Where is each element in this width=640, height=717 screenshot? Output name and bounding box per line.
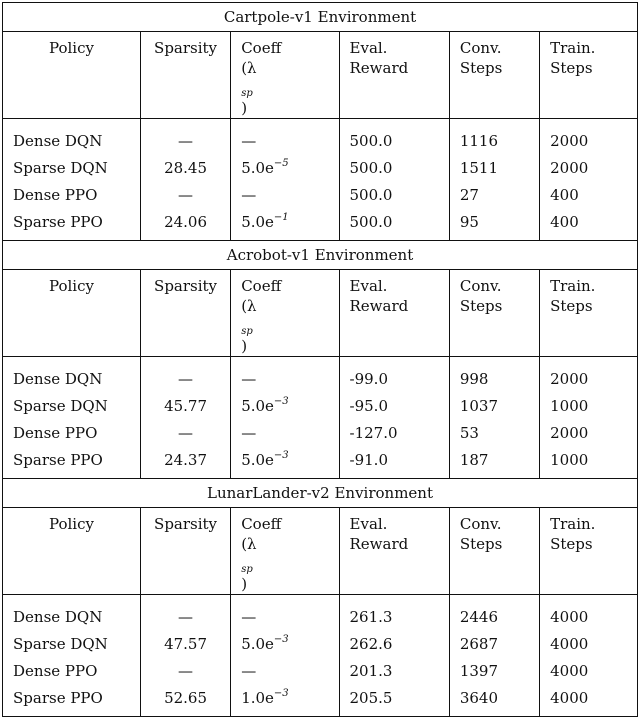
cell-conv-steps: 3640 [449, 685, 539, 716]
cell-eval-reward: 500.0 [339, 155, 449, 182]
header-sparsity: Sparsity [140, 270, 230, 357]
cell-eval-reward: 500.0 [339, 209, 449, 241]
cell-train-steps: 4000 [540, 658, 637, 685]
cell-eval-reward: 205.5 [339, 685, 449, 716]
column-header-row [3, 270, 637, 357]
table-row [3, 631, 637, 658]
cell-train-steps: 2000 [540, 155, 637, 182]
cell-train-steps: 2000 [540, 420, 637, 447]
cell-sparsity: — [140, 595, 230, 632]
cell-coeff: — [231, 420, 339, 447]
results-table [3, 3, 637, 716]
cell-conv-steps: 1511 [449, 155, 539, 182]
cell-policy: Sparse PPO [13, 451, 103, 469]
header-train-steps: Train. Steps [540, 508, 637, 595]
cell-train-steps: 400 [540, 209, 637, 241]
column-header-row [3, 32, 637, 119]
cell-policy: Dense PPO [13, 186, 98, 204]
cell-sparsity: — [140, 182, 230, 209]
cell-train-steps: 2000 [540, 357, 637, 394]
cell-eval-reward: -91.0 [339, 447, 449, 479]
cell-conv-steps: 95 [449, 209, 539, 241]
environment-title: Acrobot-v1 Environment [3, 241, 637, 270]
cell-train-steps: 4000 [540, 595, 637, 632]
cell-eval-reward: -127.0 [339, 420, 449, 447]
cell-sparsity: 45.77 [140, 393, 230, 420]
header-conv-steps: Conv. Steps [449, 270, 539, 357]
cell-coeff: — [231, 357, 339, 394]
cell-sparsity: — [140, 119, 230, 156]
cell-conv-steps: 1116 [449, 119, 539, 156]
cell-policy: Dense DQN [13, 370, 103, 388]
cell-policy: Dense PPO [13, 424, 98, 442]
cell-policy: Sparse PPO [13, 689, 103, 707]
cell-sparsity: 28.45 [140, 155, 230, 182]
cell-sparsity: 47.57 [140, 631, 230, 658]
table-row [3, 447, 637, 479]
cell-conv-steps: 53 [449, 420, 539, 447]
cell-train-steps: 2000 [540, 119, 637, 156]
environment-title: Cartpole-v1 Environment [223, 8, 417, 26]
results-table-frame [2, 2, 638, 717]
cell-sparsity: — [140, 658, 230, 685]
header-eval-reward: Eval. Reward [339, 508, 449, 595]
table-row [3, 182, 637, 209]
cell-policy: Sparse DQN [13, 397, 108, 415]
cell-coeff: — [231, 182, 339, 209]
cell-conv-steps: 2687 [449, 631, 539, 658]
cell-policy: Dense DQN [13, 132, 103, 150]
environment-title-row [3, 479, 637, 508]
header-train-steps: Train. Steps [540, 32, 637, 119]
cell-coeff: $5.0e^{-3}$ [231, 631, 339, 658]
table-row [3, 595, 637, 632]
table-body [3, 3, 637, 716]
cell-conv-steps: 27 [449, 182, 539, 209]
header-coeff: Coeff (λ $_{sp}$ ) [231, 32, 339, 119]
cell-eval-reward: 500.0 [339, 119, 449, 156]
environment-title: LunarLander-v2 Environment [3, 479, 637, 508]
cell-eval-reward: 500.0 [339, 182, 449, 209]
cell-coeff: $5.0e^{-1}$ [231, 209, 339, 241]
table-row [3, 357, 637, 394]
column-header-row [3, 508, 637, 595]
cell-conv-steps: 2446 [449, 595, 539, 632]
cell-coeff: $5.0e^{-3}$ [231, 447, 339, 479]
header-policy: Policy [3, 508, 140, 595]
cell-policy: Sparse DQN [13, 635, 108, 653]
cell-coeff: — [231, 119, 339, 156]
header-coeff: Coeff (λ $_{sp}$ ) [231, 508, 339, 595]
cell-sparsity: 52.65 [140, 685, 230, 716]
cell-train-steps: 4000 [540, 685, 637, 716]
cell-train-steps: 4000 [540, 631, 637, 658]
cell-sparsity: — [140, 420, 230, 447]
cell-policy: Dense PPO [13, 662, 98, 680]
cell-eval-reward: -99.0 [339, 357, 449, 394]
header-train-steps: Train. Steps [540, 270, 637, 357]
header-conv-steps: Conv. Steps [449, 32, 539, 119]
cell-policy: Sparse PPO [13, 213, 103, 231]
cell-policy: Sparse DQN [13, 159, 108, 177]
cell-train-steps: 400 [540, 182, 637, 209]
cell-conv-steps: 1397 [449, 658, 539, 685]
table-row [3, 209, 637, 241]
cell-train-steps: 1000 [540, 393, 637, 420]
header-coeff: Coeff (λ $_{sp}$ ) [231, 270, 339, 357]
cell-conv-steps: 187 [449, 447, 539, 479]
cell-conv-steps: 1037 [449, 393, 539, 420]
cell-conv-steps: 998 [449, 357, 539, 394]
table-row [3, 685, 637, 716]
cell-coeff: $5.0e^{-3}$ [231, 393, 339, 420]
header-sparsity: Sparsity [140, 32, 230, 119]
cell-coeff: $1.0e^{-3}$ [231, 685, 339, 716]
cell-eval-reward: 201.3 [339, 658, 449, 685]
table-row [3, 658, 637, 685]
cell-coeff: — [231, 658, 339, 685]
header-eval-reward: Eval. Reward [339, 32, 449, 119]
cell-eval-reward: 262.6 [339, 631, 449, 658]
table-row [3, 119, 637, 156]
cell-train-steps: 1000 [540, 447, 637, 479]
cell-policy: Dense DQN [13, 608, 103, 626]
table-row [3, 393, 637, 420]
header-sparsity: Sparsity [140, 508, 230, 595]
cell-eval-reward: -95.0 [339, 393, 449, 420]
header-eval-reward: Eval. Reward [339, 270, 449, 357]
header-conv-steps: Conv. Steps [449, 508, 539, 595]
header-policy: Policy [3, 32, 140, 119]
cell-coeff: $5.0e^{-5}$ [231, 155, 339, 182]
cell-eval-reward: 261.3 [339, 595, 449, 632]
cell-coeff: — [231, 595, 339, 632]
environment-title-row [3, 241, 637, 270]
cell-sparsity: 24.06 [140, 209, 230, 241]
table-row [3, 155, 637, 182]
header-policy: Policy [3, 270, 140, 357]
table-row [3, 420, 637, 447]
environment-title-row [3, 3, 637, 32]
cell-sparsity: 24.37 [140, 447, 230, 479]
cell-sparsity: — [140, 357, 230, 394]
